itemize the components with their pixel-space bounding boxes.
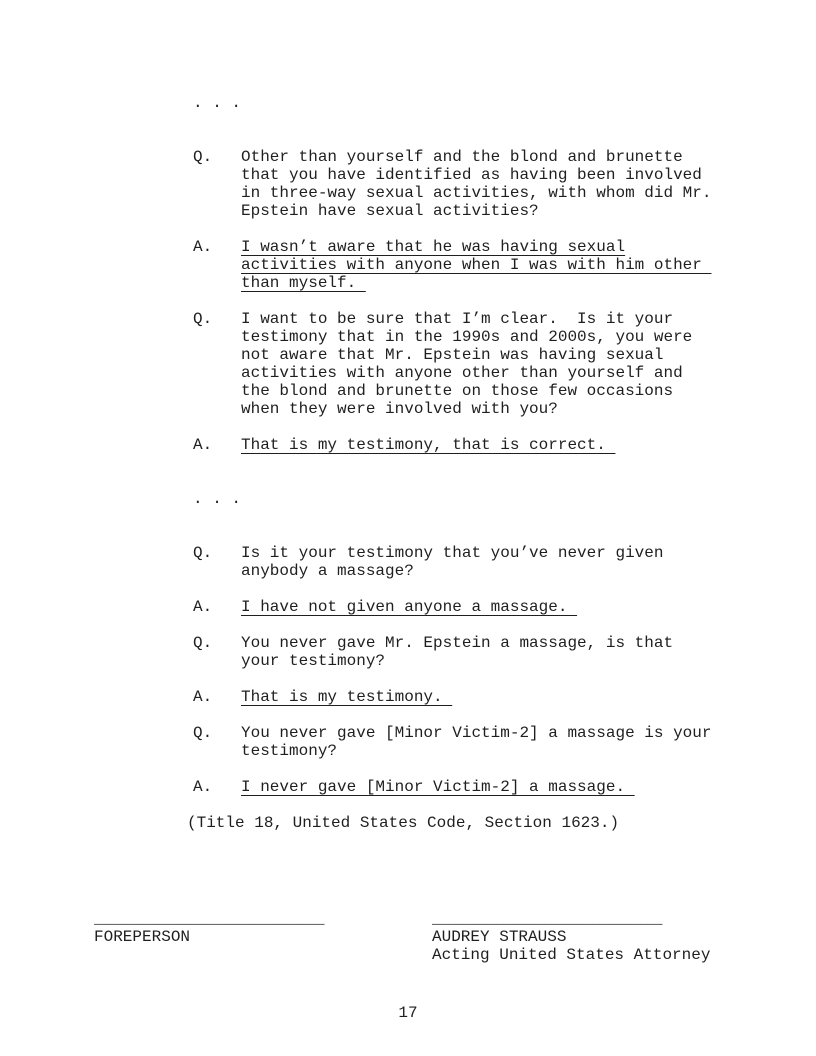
answer-block-2 [193,436,711,454]
question-block-3 [193,544,711,580]
question-text [241,148,711,220]
answer-label: A. [193,688,213,706]
answer-block-3 [193,598,711,616]
question-label: Q. [193,634,213,652]
answer-text [241,688,452,706]
ellipsis-separator-top: . . . [193,94,242,112]
answer-label: A. [193,778,213,796]
text-line: I never gave [Minor Victim-2] a massage. [241,778,635,796]
transcript [187,94,712,832]
us-attorney-title: Acting United States Attorney [432,946,711,964]
question-block-5 [193,724,711,760]
question-text [241,634,673,670]
question-label: Q. [193,310,213,328]
text-line: I have not given anyone a massage. [241,598,578,616]
question-label: Q. [193,544,213,562]
text-line: You never gave [Minor Victim-2] a massage is your [241,724,712,742]
text-line: I want to be sure that I’m clear. Is it your [241,310,674,328]
text-line: That is my testimony. [241,688,453,706]
question-block-2 [193,310,711,418]
text-line: That is my testimony, that is correct. [241,436,616,454]
answer-block-4 [193,688,711,706]
text-line: that you have identified as having been involved [241,166,702,184]
text-line: anybody a massage? [241,562,414,580]
citation-line: (Title 18, United States Code, Section 1623.) [187,814,620,832]
foreperson-signature [94,910,432,964]
answer-text [241,598,577,616]
question-text [241,544,663,580]
text-line: your testimony? [241,652,386,670]
text-line: Is it your testimony that you’ve never given [241,544,664,562]
text-line: I wasn’t aware that he was having sexual [241,238,626,256]
question-text [241,310,692,418]
text-line: activities with anyone other than yourself and [241,364,683,382]
text-line: activities with anyone when I was with him other [241,256,712,274]
text-line: than myself. [241,274,366,292]
us-attorney-signature [432,910,710,964]
foreperson-label: FOREPERSON [94,928,191,946]
answer-label: A. [193,238,213,256]
answer-text [241,778,635,796]
us-attorney-name: AUDREY STRAUSS [432,928,567,946]
question-text [241,724,711,760]
ellipsis-separator-middle: . . . [193,490,242,508]
text-line: testimony that in the 1990s and 2000s, you were [241,328,693,346]
answer-text [241,238,711,292]
answer-block-5 [193,778,711,796]
text-line: in three-way sexual activities, with whom did Mr. [241,184,712,202]
text-line: Other than yourself and the blond and brunette [241,148,683,166]
text-line: Epstein have sexual activities? [241,202,539,220]
text-line: testimony? [241,742,338,760]
text-line: You never gave Mr. Epstein a massage, is that [241,634,674,652]
answer-block-1 [193,238,711,292]
question-label: Q. [193,724,213,742]
question-label: Q. [193,148,213,166]
text-line: not aware that Mr. Epstein was having sexual [241,346,664,364]
question-block-4 [193,634,711,670]
signature-block [94,910,710,964]
answer-label: A. [193,598,213,616]
text-line: the blond and brunette on those few occasions [241,382,674,400]
question-block-1 [193,148,711,220]
answer-text [241,436,615,454]
us-attorney-signature-line: ________________________ [432,910,663,928]
answer-label: A. [193,436,213,454]
page-number: 17 [398,1004,418,1022]
foreperson-signature-line: ________________________ [94,910,325,928]
text-line: when they were involved with you? [241,400,558,418]
